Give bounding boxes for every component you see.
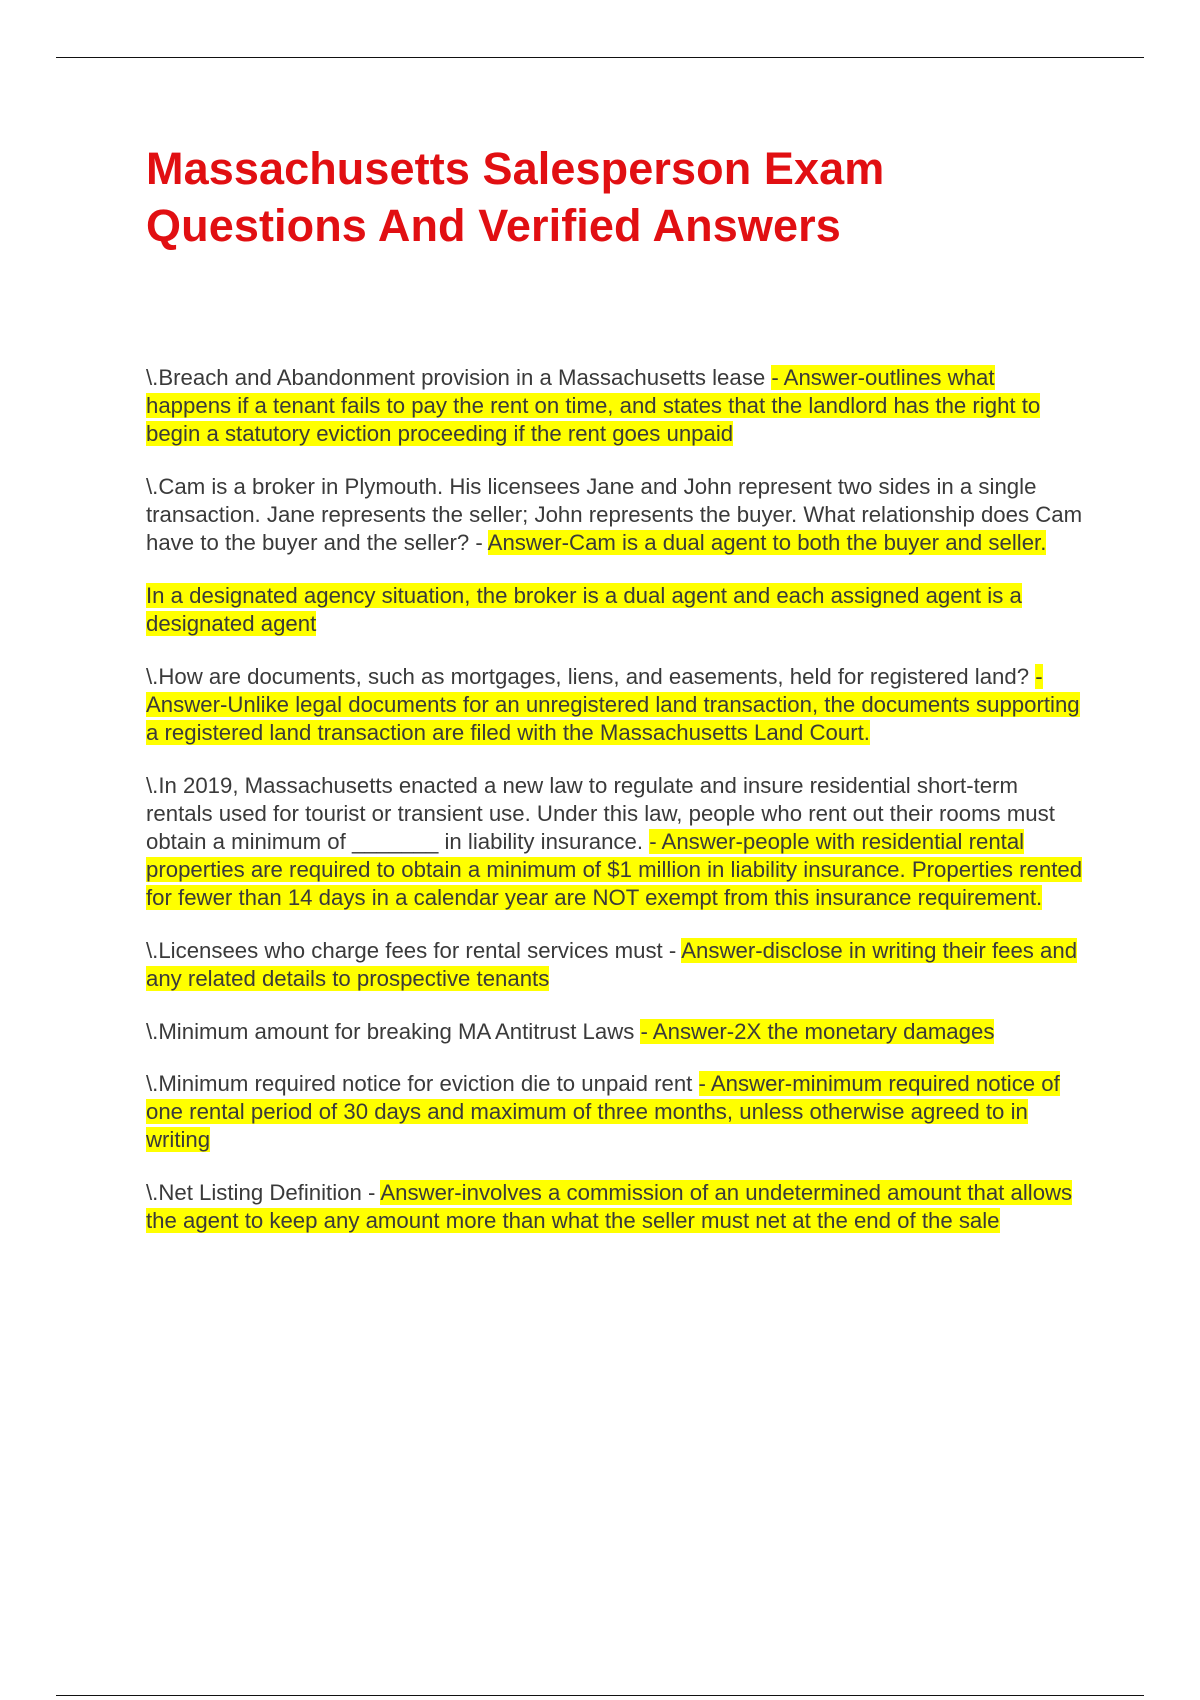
question-text: \.Net Listing Definition -: [146, 1180, 381, 1205]
top-rule: [56, 57, 1144, 58]
question-text: \.In 2019, Massachusetts enacted a new law to regulate and insure residential short-term rentals used for tourist or transient use. Under this law, people who rent out their rooms must obtain a minimum of _______ in liability insurance.: [146, 773, 1055, 854]
qa-list: [146, 364, 1084, 1235]
document-body: [146, 140, 1084, 1260]
title-line-2: Questions And Verified Answers: [146, 200, 841, 251]
question-text: \.Cam is a broker in Plymouth. His licensees Jane and John represent two sides in a single transaction. Jane represents the seller; John represents the buyer. What relationship does Cam have to the buyer and the seller? -: [146, 474, 1083, 555]
document-title: [146, 140, 1084, 254]
qa-item: [146, 937, 1084, 993]
qa-item: [146, 1018, 1084, 1046]
qa-item: [146, 582, 1084, 638]
answer-text: Answer-involves a commission of an undetermined amount that allows the agent to keep any amount more than what the seller must net at the end of the sale: [146, 1180, 1073, 1233]
qa-item: [146, 473, 1084, 557]
answer-text: - Answer-outlines what happens if a tenant fails to pay the rent on time, and states that the landlord has the right to begin a statutory eviction proceeding if the rent goes unpaid: [146, 365, 1041, 446]
qa-item: [146, 663, 1084, 747]
answer-text: Answer-disclose in writing their fees and any related details to prospective tenants: [146, 938, 1078, 991]
question-text: \.Breach and Abandonment provision in a Massachusetts lease: [146, 365, 772, 390]
answer-text: - Answer-2X the monetary damages: [640, 1019, 995, 1044]
qa-item: [146, 1070, 1084, 1154]
question-text: \.Licensees who charge fees for rental services must -: [146, 938, 682, 963]
qa-item: [146, 1179, 1084, 1235]
answer-text: - Answer-Unlike legal documents for an unregistered land transaction, the documents supporting a registered land transaction are filed with the Massachusetts Land Court.: [146, 664, 1080, 745]
title-line-1: Massachusetts Salesperson Exam: [146, 143, 885, 194]
qa-item: [146, 364, 1084, 448]
question-text: \.Minimum amount for breaking MA Antitrust Laws: [146, 1019, 641, 1044]
question-text: \.Minimum required notice for eviction die to unpaid rent: [146, 1071, 699, 1096]
answer-text: Answer-Cam is a dual agent to both the buyer and seller.: [487, 530, 1047, 555]
answer-text: - Answer-minimum required notice of one rental period of 30 days and maximum of three months, unless otherwise agreed to in writing: [146, 1071, 1060, 1152]
answer-text: In a designated agency situation, the broker is a dual agent and each assigned agent is a designated agent: [146, 583, 1022, 636]
question-text: \.How are documents, such as mortgages, liens, and easements, held for registered land?: [146, 664, 1036, 689]
answer-text: - Answer-people with residential rental properties are required to obtain a minimum of $1 million in liability insurance. Properties rented for fewer than 14 days in a calendar year are NOT exempt from this insurance requirement.: [146, 829, 1083, 910]
qa-item: [146, 772, 1084, 912]
bottom-rule: [56, 1695, 1144, 1696]
